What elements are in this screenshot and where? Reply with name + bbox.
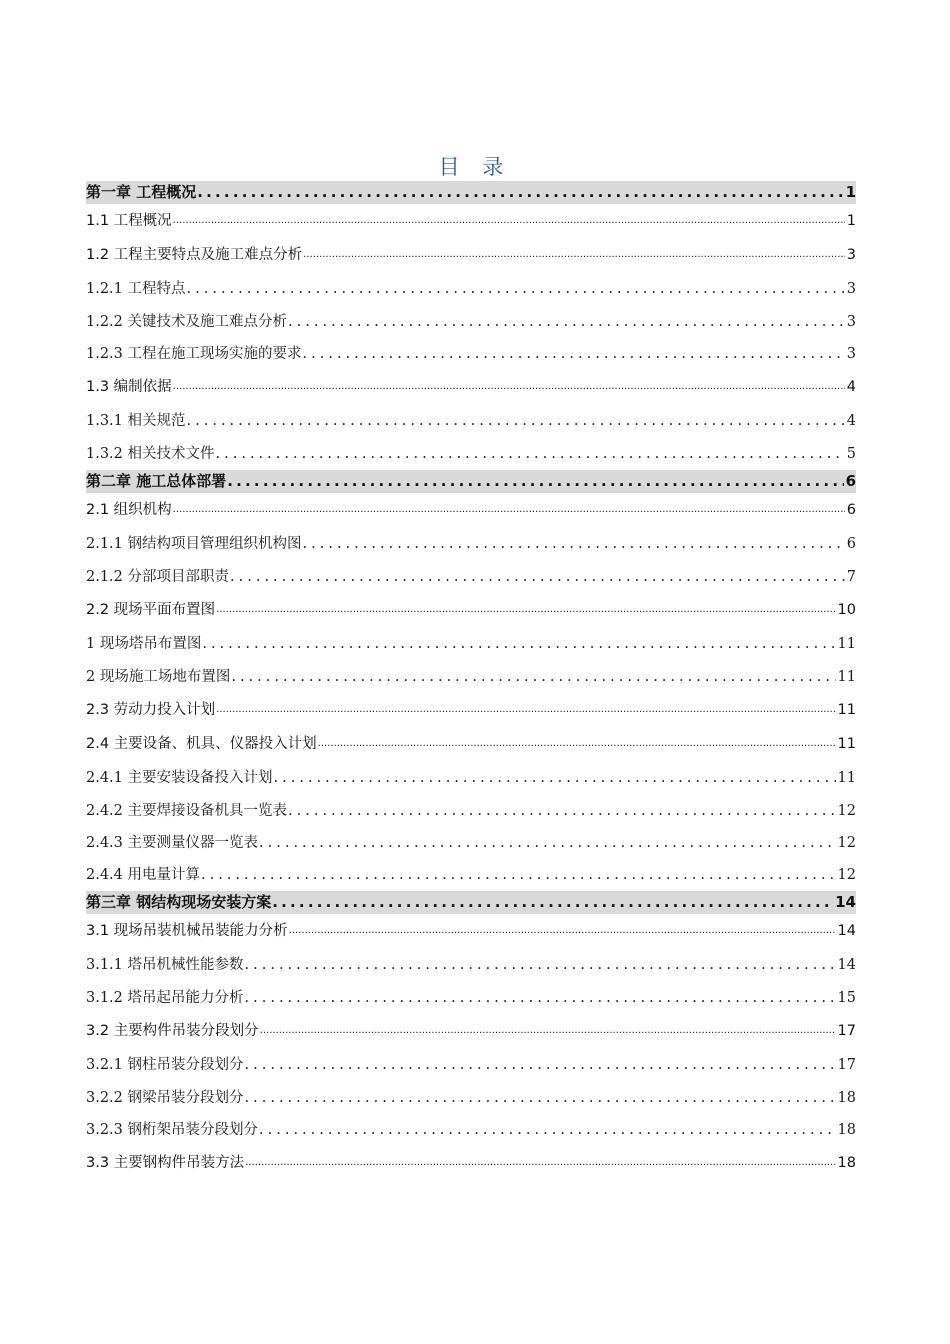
toc-entry-label: 2.1.1 钢结构项目管理组织机构图 [86,536,302,552]
toc-entry-label: 1.3.1 相关规范 [86,413,186,429]
toc-entry-page-number: 3 [846,281,856,297]
toc-entry-page-number: 6 [846,536,856,552]
toc-entry-label: 2.4.1 主要安装设备投入计划 [86,770,273,786]
toc-entry-page-number: 14 [835,893,856,911]
toc-entry-section[interactable] [86,370,856,404]
toc-dot-leader [245,1146,835,1180]
toc-dot-leader [231,661,835,693]
toc-entry-page-number: 15 [837,990,856,1006]
toc-dot-leader [245,948,836,982]
toc-entry-section[interactable] [86,693,856,727]
toc-entry-section[interactable] [86,1014,856,1048]
toc-entry-label: 2.4 主要设备、机具、仪器投入计划 [86,736,317,752]
toc-entry-sub[interactable] [86,827,856,859]
toc-entry-label: 2.4.3 主要测量仪器一览表 [86,835,259,851]
toc-dot-leader [216,693,835,727]
toc-entry-sub[interactable] [86,661,856,693]
toc-dot-leader [318,727,836,761]
toc-entry-label: 3.2.3 钢桁架吊装分段划分 [86,1122,259,1138]
toc-entry-label: 1.3 编制依据 [86,379,172,395]
toc-dot-leader [202,627,835,661]
toc-dot-leader [187,272,845,306]
toc-entry-page-number: 11 [837,736,856,752]
toc-title: 目 录 [438,155,512,179]
toc-entry-sub[interactable] [86,1048,856,1082]
toc-entry-label: 3.1 现场吊装机械吊装能力分析 [86,923,288,939]
toc-dot-leader [173,493,845,527]
toc-entry-page-number: 1 [846,213,856,229]
toc-entry-label: 1.3.2 相关技术文件 [86,446,215,462]
toc-entry-label: 1.2.3 工程在施工现场实施的要求 [86,346,302,362]
toc-dot-leader [227,470,843,493]
toc-list [86,181,856,1180]
toc-dot-leader [288,306,845,338]
toc-entry-label: 2.1.2 分部项目部职责 [86,569,230,585]
toc-entry-sub[interactable] [86,948,856,982]
toc-entry-page-number: 18 [837,1122,856,1138]
toc-dot-leader [259,1114,836,1146]
toc-dot-leader [197,181,843,204]
toc-entry-label: 2.4.2 主要焊接设备机具一览表 [86,803,288,819]
toc-entry-page-number: 11 [837,770,856,786]
toc-entry-sub[interactable] [86,404,856,438]
toc-entry-section[interactable] [86,493,856,527]
toc-entry-page-number: 11 [837,702,856,718]
toc-entry-label: 第三章 钢结构现场安装方案 [86,893,272,911]
toc-dot-leader [187,404,845,438]
toc-entry-sub[interactable] [86,438,856,470]
toc-entry-label: 2.4.4 用电量计算 [86,867,201,883]
toc-entry-page-number: 12 [837,803,856,819]
toc-entry-sub[interactable] [86,338,856,370]
toc-dot-leader [230,561,845,593]
toc-entry-label: 3.3 主要钢构件吊装方法 [86,1155,245,1171]
toc-entry-page-number: 17 [837,1023,856,1039]
toc-entry-sub[interactable] [86,272,856,306]
toc-entry-chapter[interactable] [86,891,856,914]
toc-entry-label: 3.2.1 钢柱吊装分段划分 [86,1057,244,1073]
toc-dot-leader [245,1082,836,1114]
toc-entry-label: 3.2.2 钢梁吊装分段划分 [86,1090,244,1106]
toc-entry-label: 3.1.2 塔吊起吊能力分析 [86,990,244,1006]
toc-entry-label: 1 现场塔吊布置图 [86,636,202,652]
toc-dot-leader [173,370,845,404]
toc-dot-leader [303,527,845,561]
toc-entry-page-number: 10 [837,602,856,618]
toc-entry-sub[interactable] [86,859,856,891]
toc-entry-page-number: 4 [846,379,856,395]
toc-entry-label: 2 现场施工场地布置图 [86,669,231,685]
toc-entry-sub[interactable] [86,306,856,338]
toc-entry-page-number: 11 [837,669,856,685]
toc-entry-label: 1.1 工程概况 [86,213,172,229]
toc-dot-leader [303,238,845,272]
toc-dot-leader [173,204,845,238]
toc-dot-leader [216,593,835,627]
toc-entry-page-number: 18 [837,1090,856,1106]
toc-entry-label: 第一章 工程概况 [86,183,197,201]
toc-entry-page-number: 5 [846,446,856,462]
toc-entry-sub[interactable] [86,795,856,827]
toc-entry-page-number: 3 [846,247,856,263]
toc-dot-leader [216,438,845,470]
toc-entry-page-number: 12 [837,835,856,851]
toc-entry-label: 第二章 施工总体部署 [86,472,227,490]
toc-entry-label: 2.2 现场平面布置图 [86,602,216,618]
toc-dot-leader [288,795,836,827]
toc-entry-section[interactable] [86,204,856,238]
toc-dot-leader [289,914,836,948]
toc-entry-section[interactable] [86,593,856,627]
toc-entry-page-number: 7 [846,569,856,585]
toc-dot-leader [303,338,845,370]
toc-entry-page-number: 6 [846,502,856,518]
toc-entry-label: 3.2 主要构件吊装分段划分 [86,1023,259,1039]
toc-entry-label: 1.2.2 关键技术及施工难点分析 [86,314,288,330]
toc-dot-leader [245,1048,836,1082]
toc-entry-sub[interactable] [86,627,856,661]
toc-entry-label: 1.2.1 工程特点 [86,281,186,297]
toc-entry-page-number: 18 [837,1155,856,1171]
toc-entry-label: 3.1.1 塔吊机械性能参数 [86,957,244,973]
toc-entry-section[interactable] [86,727,856,761]
toc-entry-label: 2.3 劳动力投入计划 [86,702,216,718]
toc-dot-leader [245,982,836,1014]
toc-entry-label: 2.1 组织机构 [86,502,172,518]
toc-entry-page-number: 1 [845,183,856,201]
toc-entry-sub[interactable] [86,561,856,593]
toc-entry-section[interactable] [86,1146,856,1180]
toc-entry-page-number: 3 [846,346,856,362]
toc-entry-sub[interactable] [86,982,856,1014]
toc-entry-page-number: 14 [837,957,856,973]
toc-entry-page-number: 3 [846,314,856,330]
toc-entry-page-number: 11 [837,636,856,652]
toc-entry-section[interactable] [86,238,856,272]
toc-entry-sub[interactable] [86,1082,856,1114]
toc-entry-label: 1.2 工程主要特点及施工难点分析 [86,247,303,263]
toc-dot-leader [274,761,836,795]
toc-dot-leader [272,891,833,914]
toc-entry-chapter[interactable] [86,470,856,493]
toc-entry-page-number: 17 [837,1057,856,1073]
toc-entry-page-number: 4 [846,413,856,429]
toc-dot-leader [260,1014,836,1048]
toc-entry-page-number: 14 [837,923,856,939]
toc-entry-sub[interactable] [86,527,856,561]
toc-entry-sub[interactable] [86,761,856,795]
toc-dot-leader [259,827,836,859]
toc-entry-chapter[interactable] [86,181,856,204]
toc-dot-leader [201,859,836,891]
toc-entry-page-number: 6 [845,472,856,490]
toc-entry-page-number: 12 [837,867,856,883]
toc-entry-sub[interactable] [86,1114,856,1146]
toc-entry-section[interactable] [86,914,856,948]
